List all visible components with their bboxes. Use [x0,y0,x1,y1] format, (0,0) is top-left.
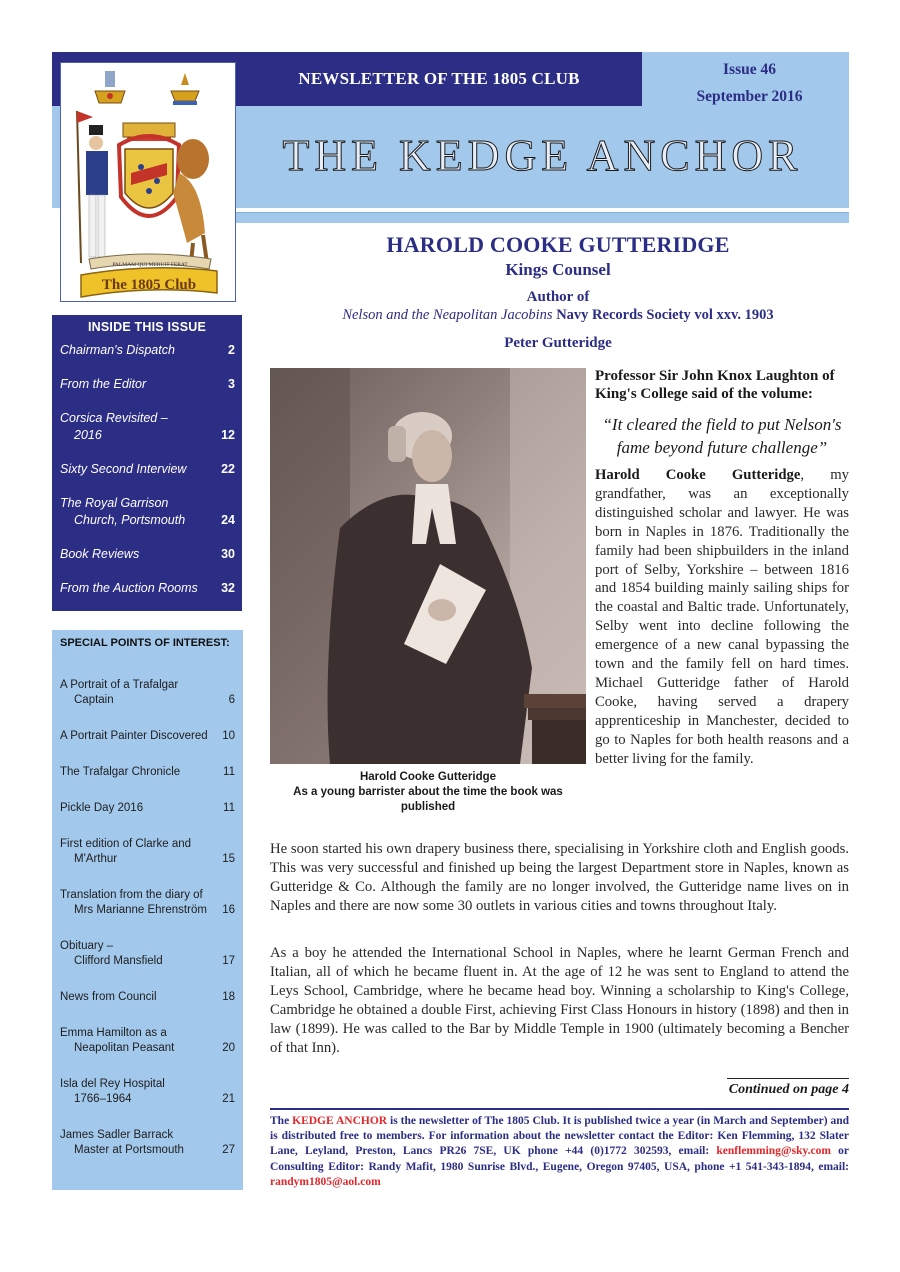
item-title: Obituary – [60,940,114,952]
item-page-number: 11 [223,766,235,778]
toc-item[interactable] [52,495,242,529]
crown-left-icon [95,71,125,103]
footer-text-1: is the newsletter of The 1805 Club. It is published twice a year (in March and September) and is distributed free to members. For information about the newsletter contact the Editor: Ken Flemming, 132 Slater Lane, Leyland, Preston, Lancs PR26 7SE, UK phone +44 (0)1772 302593, email: [270,1115,850,1158]
toc-item[interactable] [52,580,242,597]
toc-list [52,342,242,597]
footer-pre: The [270,1115,293,1127]
item-page-number: 24 [221,513,235,527]
crest-icon [61,63,235,301]
footer-text-2: or Consulting Editor: Randy Mafit, 1980 Sunrise Blvd., Eugene, Oregon 97405, USA, phone +1 541-343-1894, email: [270,1145,849,1173]
item-title: Pickle Day 2016 [60,802,144,814]
sailor-figure-icon [77,111,108,263]
item-title: Chairman's Dispatch [60,343,175,357]
body-paragraph-3: As a boy he attended the International School in Naples, where he learnt German French and Italian, all of which he became fluent in. At the age of 12 he was sent to England to attend the Leys School, Cambridge, where he became head boy. Winning a scholarship to King's College, Cambridge he obtained a double First, achieving First Class Honours in history (1898) and then in law (1899). He was called to the Bar by Middle Temple in 1900 (ultimately becoming a Bencher of that Inn). [270,945,849,1056]
item-page-number: 6 [228,694,235,706]
item-title-continued: 2016 [74,428,102,442]
continued-on-page-link[interactable]: Continued on page 4 [728,1082,849,1097]
toc-heading: INSIDE THIS ISSUE [87,320,206,334]
logo-motto: PALMAM QUI MERUIT FERAT [112,262,188,268]
item-title-continued: Clifford Mansfield [74,955,163,967]
pull-quote: “It cleared the field to put Nelson's fame beyond future challenge” [602,415,842,457]
item-title-continued: Neapolitan Peasant [74,1042,175,1054]
author-of-label: Author of [526,289,590,305]
item-title: From the Auction Rooms [60,581,198,595]
item-page-number: 17 [222,955,235,967]
item-page-number: 3 [228,377,235,391]
club-crest-logo [60,62,236,302]
special-point-item[interactable] [52,1077,243,1107]
editor-email-link[interactable]: kenflemming@sky.com [716,1145,831,1158]
photo-caption-name: Harold Cooke Gutteridge [359,771,497,783]
masthead-title: THE KEDGE ANCHOR [282,131,803,180]
special-point-item[interactable] [52,888,243,918]
toc-item[interactable] [52,461,242,478]
item-title: Corsica Revisited – [60,411,168,425]
special-point-item[interactable] [52,678,243,708]
special-points-list [52,678,243,1158]
special-point-item[interactable] [52,990,243,1005]
book-reference [262,306,854,324]
book-title: Nelson and the Neapolitan Jacobins [342,307,553,323]
book-publisher: Navy Records Society vol xxv. 1903 [552,307,774,323]
item-title: First edition of Clarke and [60,838,192,850]
special-points-heading: SPECIAL POINTS OF INTEREST: [60,637,230,649]
masthead-stripe [236,212,849,223]
shield-icon [119,123,179,216]
item-title: Isla del Rey Hospital [60,1078,165,1090]
crown-right-icon [171,73,199,105]
article-subtitle: Kings Counsel [505,260,611,279]
lead-text: Professor Sir John Knox Laughton of King's College said of the volume: [595,368,835,402]
item-page-number: 20 [222,1042,235,1054]
item-title: News from Council [60,991,157,1003]
item-title: Translation from the diary of [60,889,203,901]
special-point-item[interactable] [52,837,243,867]
item-title: From the Editor [60,377,147,391]
toc-item[interactable] [52,546,242,563]
item-title: Emma Hamilton as a [60,1027,167,1039]
item-page-number: 27 [222,1144,235,1156]
issue-info [650,56,849,110]
newsletter-label: NEWSLETTER OF THE 1805 CLUB [298,69,580,88]
special-point-item[interactable] [52,801,243,816]
item-title: A Portrait Painter Discovered [60,730,208,742]
newsletter-footer [270,1114,849,1190]
article-header [262,232,854,352]
item-page-number: 10 [222,730,235,742]
toc-item[interactable] [52,376,242,393]
lion-figure-icon [173,139,209,263]
item-title: James Sadler Barrack [60,1129,174,1141]
item-page-number: 30 [221,547,235,561]
toc-item[interactable] [52,410,242,444]
item-title-continued: Master at Portsmouth [74,1144,184,1156]
special-point-item[interactable] [52,729,243,744]
item-title: Sixty Second Interview [60,462,187,476]
item-page-number: 21 [222,1093,235,1105]
item-page-number: 22 [221,462,235,476]
item-page-number: 16 [222,904,235,916]
issue-number: Issue 46 [723,61,776,78]
item-title: The Trafalgar Chronicle [60,766,181,778]
item-page-number: 11 [223,802,235,814]
special-points-panel [52,630,243,1190]
item-title: The Royal Garrison [60,496,169,510]
item-page-number: 32 [221,581,235,595]
portrait-photo [270,368,586,764]
item-title-continued: Mrs Marianne Ehrenström [74,904,207,916]
barrister-portrait-icon [270,368,586,764]
inside-this-issue-panel [52,315,242,611]
article-byline: Peter Gutteridge [504,335,612,351]
body-paragraph-2: He soon started his own drapery business there, specialising in Yorkshire cloth and English goods. This was very successful and finished up being the largest Department store in Naples, known as Gutteridge & Co. Although the family are no longer involved, the Gutteridge name lives on in Naples and there are now some 30 outlets in various cities and towns throughout Italy. [270,841,849,914]
special-point-item[interactable] [52,1128,243,1158]
club-banner [81,268,217,297]
issue-date: September 2016 [696,88,803,105]
item-page-number: 18 [222,991,235,1003]
item-title-continued: Captain [74,694,114,706]
special-point-item[interactable] [52,1026,243,1056]
logo-banner-text: The 1805 Club [101,277,197,293]
body-paragraph-1-text: , my grandfather, was an exceptionally distinguished scholar and lawyer. He was born in Naples in 1876. Traditionally the family had been shipbuilders in the inland port of Selby, Yorkshire – between 1816 and 1854 building mainly sailing ships for the coastal and Baltic trade. Unfortunately, Selby went into decline following the emergence of a new canal bypassing the town and the family fell on hard times. Michael Gutteridge father of Harold Cooke, having served a drapery apprenticeship in Manchester, decided to go to Naples for both health reasons and a better living for the family. [595,467,849,767]
item-title-continued: Church, Portsmouth [74,513,186,527]
photo-caption-description: As a young barrister about the time the book was published [293,786,563,813]
item-page-number: 15 [222,853,235,865]
footer-brand: KEDGE ANCHOR [292,1115,388,1127]
photo-caption [270,770,586,815]
body-paragraph-1 [595,466,849,769]
toc-item[interactable] [52,342,242,359]
consulting-editor-email-link[interactable]: randym1805@aol.com [270,1175,381,1188]
item-page-number: 2 [228,343,235,357]
footer-rule [270,1108,849,1110]
item-title-continued: M'Arthur [74,853,118,865]
item-title: A Portrait of a Trafalgar [60,679,179,691]
continued-rule [727,1078,849,1079]
special-point-item[interactable] [52,765,243,780]
item-title-continued: 1766–1964 [74,1093,132,1105]
item-title: Book Reviews [60,547,140,561]
item-page-number: 12 [221,428,235,442]
article-right-column [595,367,849,769]
article-title: HAROLD COOKE GUTTERIDGE [386,232,730,257]
subject-name: Harold Cooke Gutteridge [595,467,801,483]
special-point-item[interactable] [52,939,243,969]
